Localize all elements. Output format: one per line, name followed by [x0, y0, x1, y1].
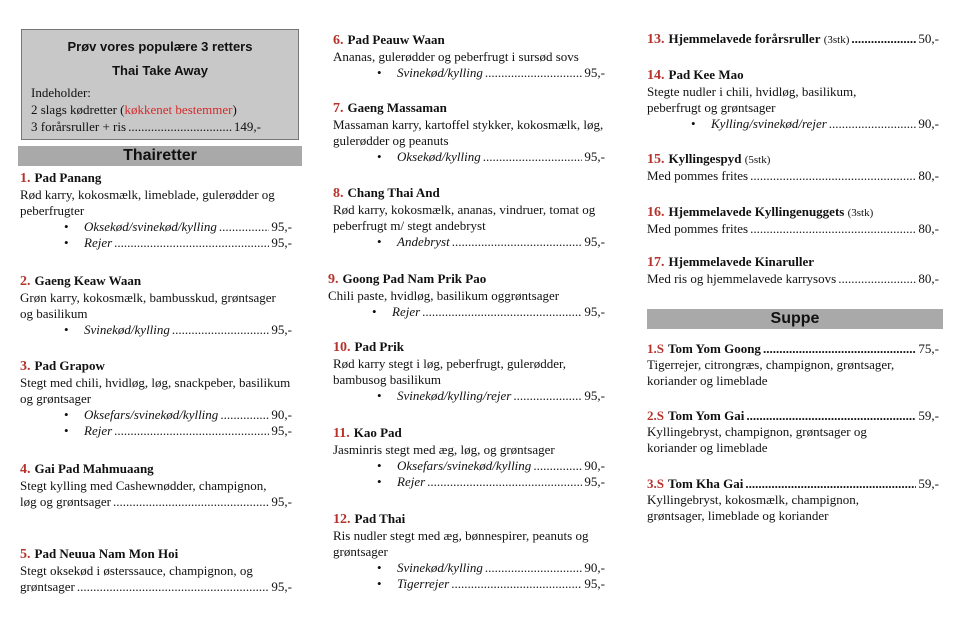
option: • Svinekød/kylling ..... 95,- [333, 65, 605, 81]
dish-14: 14. Pad Kee Mao Stegte nudler i chili, hvidløg, basilikum, peberfrugt og grøntsager • Kylling/svinekød/rejer ..... 90,- [647, 67, 939, 132]
option: • Oksekød/svinekød/kylling ..... 95,- [20, 219, 292, 235]
dish-17: 17. Hjemmelavede Kinaruller Med ris og hjemmelavede karrysovs ..... 80,- [647, 254, 939, 287]
dish-3: 3. Pad Grapow Stegt med chili, hvidløg, løg, snackpeber, basilikum og grøntsager • Oksefars/svinekød/kylling ..... 90,- • Rejer ..... 95,- [20, 358, 292, 439]
price-line: Med pommes frites ..... 80,- [647, 168, 939, 184]
option: • Oksefars/svinekød/kylling ..... 90,- [333, 458, 605, 474]
dish-2: 2. Gaeng Keaw Waan Grøn karry, kokosmælk, bambusskud, grøntsager og basilikum • Svinekød/kylling ..... 95,- [20, 273, 292, 338]
dish-7: 7. Gaeng Massaman Massaman karry, kartoffel stykker, kokosmælk, løg, gulerødder og peanuts • Oksekød/kylling ..... 95,- [333, 100, 605, 165]
price-line: Med pommes frites ..... 80,- [647, 221, 939, 237]
option: • Tigerrejer ..... 95,- [333, 576, 605, 592]
section-soup: Suppe [647, 309, 943, 329]
dish-10: 10. Pad Prik Rød karry stegt i løg, peberfrugt, gulerødder, bambusog basilikum • Svinekød/kylling/rejer ..... 95,- [333, 339, 605, 404]
promo-rolls: 3 forårsruller + ris ..... 149,- [31, 119, 261, 135]
option: • Svinekød/kylling/rejer ..... 95,- [333, 388, 605, 404]
option: • Oksefars/svinekød/kylling ..... 90,- [20, 407, 292, 423]
dish-16: 16. Hjemmelavede Kyllingenuggets (3stk) Med pommes frites ..... 80,- [647, 204, 939, 237]
soup-3: 3.S Tom Kha Gai ..... 59,- Kyllingebryst, kokosmælk, champignon, grøntsager, limeblade og koriander [647, 476, 939, 524]
promo-meat: 2 slags kødretter (køkkenet bestemmer) [31, 102, 237, 117]
option: • Rejer ..... 95,- [328, 304, 605, 320]
soup-2: 2.S Tom Yom Gai ..... 59,- Kyllingebryst, champignon, grøntsager og koriander og limeblade [647, 408, 939, 456]
option: • Rejer ..... 95,- [20, 423, 292, 439]
option: • Rejer ..... 95,- [333, 474, 605, 490]
section-thai: Thairetter [18, 146, 302, 166]
dish-13: 13. Hjemmelavede forårsruller (3stk) ..... 50,- [647, 31, 939, 48]
dish-9: 9. Goong Pad Nam Prik Pao Chili paste, hvidløg, basilikum oggrøntsager • Rejer ..... 95,- [328, 271, 605, 320]
dish-4: 4. Gai Pad Mahmuaang Stegt kylling med Cashewnødder, champignon, løg og grøntsager ..... 95,- [20, 461, 292, 510]
option: • Oksekød/kylling ..... 95,- [333, 149, 605, 165]
soup-1: 1.S Tom Yom Goong ..... 75,- Tigerrejer, citrongræs, champignon, grøntsager, koriander og limeblade [647, 341, 939, 389]
dish-8: 8. Chang Thai And Rød karry, kokosmælk, ananas, vindruer, tomat og peberfrugt m/ stegt andebryst • Andebryst ..... 95,- [333, 185, 605, 250]
dish-5: 5. Pad Neuua Nam Mon Hoi Stegt oksekød i østerssauce, champignon, og grøntsager ..... 95,- [20, 546, 292, 595]
option: • Kylling/svinekød/rejer ..... 90,- [647, 116, 939, 132]
price-line: grøntsager ..... 95,- [20, 579, 292, 595]
promo-contains: Indeholder: [31, 85, 91, 100]
option: • Rejer ..... 95,- [20, 235, 292, 251]
promo-line2: Thai Take Away [112, 63, 208, 78]
price-line: løg og grøntsager ..... 95,- [20, 494, 292, 510]
dish-1: 1. Pad Panang Rød karry, kokosmælk, limeblade, gulerødder og peberfrugter • Oksekød/svinekød/kylling ..... 95,- • Rejer ..... 95,- [20, 170, 292, 251]
dish-15: 15. Kyllingespyd (5stk) Med pommes frites ..... 80,- [647, 151, 939, 184]
promo-line1: Prøv vores populære 3 retters [67, 39, 253, 54]
option: • Svinekød/kylling ..... 90,- [333, 560, 605, 576]
dish-6: 6. Pad Peauw Waan Ananas, gulerødder og peberfrugt i sursød sovs • Svinekød/kylling ..... 95,- [333, 32, 605, 81]
promo-box [21, 29, 299, 140]
option: • Svinekød/kylling ..... 95,- [20, 322, 292, 338]
option: • Andebryst ..... 95,- [333, 234, 605, 250]
dish-11: 11. Kao Pad Jasminris stegt med æg, løg, og grøntsager • Oksefars/svinekød/kylling ..... 90,- • Rejer ..... 95,- [333, 425, 605, 490]
dish-12: 12. Pad Thai Ris nudler stegt med æg, bønnespirer, peanuts og grøntsager • Svinekød/kylling ..... 90,- • Tigerrejer ..... 95,- [333, 511, 605, 592]
price-line: Med ris og hjemmelavede karrysovs ..... 80,- [647, 271, 939, 287]
